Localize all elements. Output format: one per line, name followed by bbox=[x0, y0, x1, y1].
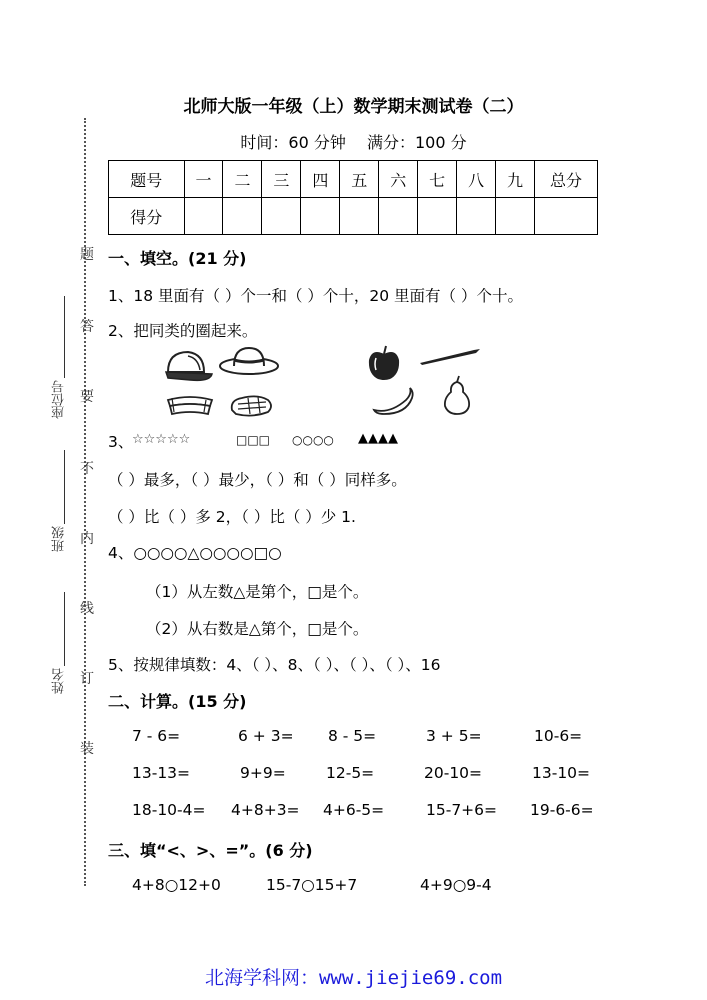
triangles-group: ▲▲▲▲ bbox=[358, 431, 398, 446]
question-4-sub1: （1）从左数△是第个，□是个。 bbox=[146, 583, 369, 601]
apple-icon bbox=[366, 344, 402, 382]
name-label: 姓名 bbox=[52, 668, 67, 694]
margin-char: 答 bbox=[80, 319, 94, 335]
calc-item: 9+9= bbox=[240, 764, 286, 782]
calc-item: 18-10-4= bbox=[132, 801, 206, 819]
calc-item: 15-7+6= bbox=[426, 801, 498, 819]
glove-icon bbox=[228, 392, 274, 418]
class-blank[interactable] bbox=[64, 450, 65, 524]
score-header-cell: 一 bbox=[184, 161, 223, 198]
score-header-cell: 六 bbox=[379, 161, 418, 198]
full-score: 满分：100 分 bbox=[366, 133, 467, 152]
calc-item: 20-10= bbox=[424, 764, 483, 782]
calc-item: 4+6-5= bbox=[323, 801, 385, 819]
seat-number-label: 座位号 bbox=[52, 380, 67, 419]
score-table bbox=[108, 160, 598, 235]
calc-item: 4+8+3= bbox=[231, 801, 300, 819]
score-header-cell: 总分 bbox=[535, 161, 598, 198]
banana-icon bbox=[372, 386, 416, 416]
section1-heading: 一、填空。(21 分) bbox=[108, 249, 247, 268]
margin-char: 不 bbox=[80, 461, 94, 477]
score-header-cell: 八 bbox=[457, 161, 496, 198]
footer-watermark: 北海学科网：www.jiejie69.com bbox=[204, 967, 503, 989]
squares-group: □□□ bbox=[236, 433, 271, 447]
binding-line bbox=[84, 118, 86, 886]
scarf-icon bbox=[164, 392, 216, 418]
calc-item: 10-6= bbox=[534, 727, 583, 745]
score-cell[interactable] bbox=[184, 198, 223, 235]
calc-item: 8 - 5= bbox=[328, 727, 377, 745]
name-blank[interactable] bbox=[64, 592, 65, 666]
pen-icon bbox=[418, 346, 482, 366]
margin-char: 题 bbox=[80, 247, 94, 263]
seat-number-blank[interactable] bbox=[64, 296, 65, 378]
question-5: 5、按规律填数：4、（ ）、8、（ ）、（ ）、（ ）、16 bbox=[108, 656, 441, 674]
stars-group: ☆☆☆☆☆ bbox=[132, 432, 191, 447]
score-header-cell: 四 bbox=[301, 161, 340, 198]
margin-char: 线 bbox=[80, 601, 94, 617]
section2-heading: 二、计算。(15 分) bbox=[108, 692, 247, 711]
calc-item: 7 - 6= bbox=[132, 727, 181, 745]
circles-group: ○○○○ bbox=[292, 433, 334, 447]
score-row-label: 得分 bbox=[109, 198, 185, 235]
question-4: 4、○○○○△○○○○□○ bbox=[108, 544, 282, 562]
margin-char: 内 bbox=[80, 531, 94, 547]
score-cell[interactable] bbox=[301, 198, 340, 235]
score-cell[interactable] bbox=[418, 198, 457, 235]
cap-icon bbox=[160, 346, 214, 386]
question-2: 2、把同类的圈起来。 bbox=[108, 322, 258, 340]
hat-icon bbox=[218, 344, 280, 376]
exam-info bbox=[0, 130, 707, 153]
margin-char: 装 bbox=[80, 741, 94, 757]
question-3-label: 3、 bbox=[108, 433, 134, 451]
calc-item: 13-13= bbox=[132, 764, 191, 782]
score-header-cell: 三 bbox=[262, 161, 301, 198]
score-cell[interactable] bbox=[223, 198, 262, 235]
calc-item: 6 + 3= bbox=[238, 727, 294, 745]
score-table-header-row bbox=[109, 161, 598, 198]
score-table-score-row bbox=[109, 198, 598, 235]
time-limit: 时间：60 分钟 bbox=[240, 133, 346, 152]
question-3-line2: （ ）比（ ）多 2，（ ）比（ ）少 1. bbox=[108, 508, 356, 526]
score-header-cell: 九 bbox=[496, 161, 535, 198]
question-4-sub2: （2）从右数是△第个，□是个。 bbox=[146, 620, 369, 638]
score-header-cell: 五 bbox=[340, 161, 379, 198]
calc-item: 13-10= bbox=[532, 764, 591, 782]
score-cell[interactable] bbox=[262, 198, 301, 235]
margin-char: 要 bbox=[80, 389, 94, 405]
section3-heading: 三、填“<、>、=”。(6 分) bbox=[108, 841, 313, 860]
question-3-line1: （ ）最多，（ ）最少，（ ）和（ ）同样多。 bbox=[108, 471, 407, 489]
compare-item: 4+9○9-4 bbox=[420, 876, 492, 894]
margin-char: 订 bbox=[80, 671, 94, 687]
score-header-cell: 二 bbox=[223, 161, 262, 198]
score-header-cell: 题号 bbox=[109, 161, 185, 198]
calc-item: 3 + 5= bbox=[426, 727, 482, 745]
score-cell[interactable] bbox=[379, 198, 418, 235]
calc-item: 12-5= bbox=[326, 764, 375, 782]
pear-icon bbox=[440, 374, 474, 416]
calc-item: 19-6-6= bbox=[530, 801, 594, 819]
score-cell[interactable] bbox=[496, 198, 535, 235]
score-header-cell: 七 bbox=[418, 161, 457, 198]
compare-item: 15-7○15+7 bbox=[266, 876, 358, 894]
class-label: 班级 bbox=[52, 526, 67, 552]
score-cell[interactable] bbox=[457, 198, 496, 235]
score-cell[interactable] bbox=[340, 198, 379, 235]
page-title: 北师大版一年级（上）数学期末测试卷（二） bbox=[183, 97, 524, 117]
compare-item: 4+8○12+0 bbox=[132, 876, 221, 894]
score-cell[interactable] bbox=[535, 198, 598, 235]
question-1: 1、18 里面有（ ）个一和（ ）个十，20 里面有（ ）个十。 bbox=[108, 287, 523, 305]
